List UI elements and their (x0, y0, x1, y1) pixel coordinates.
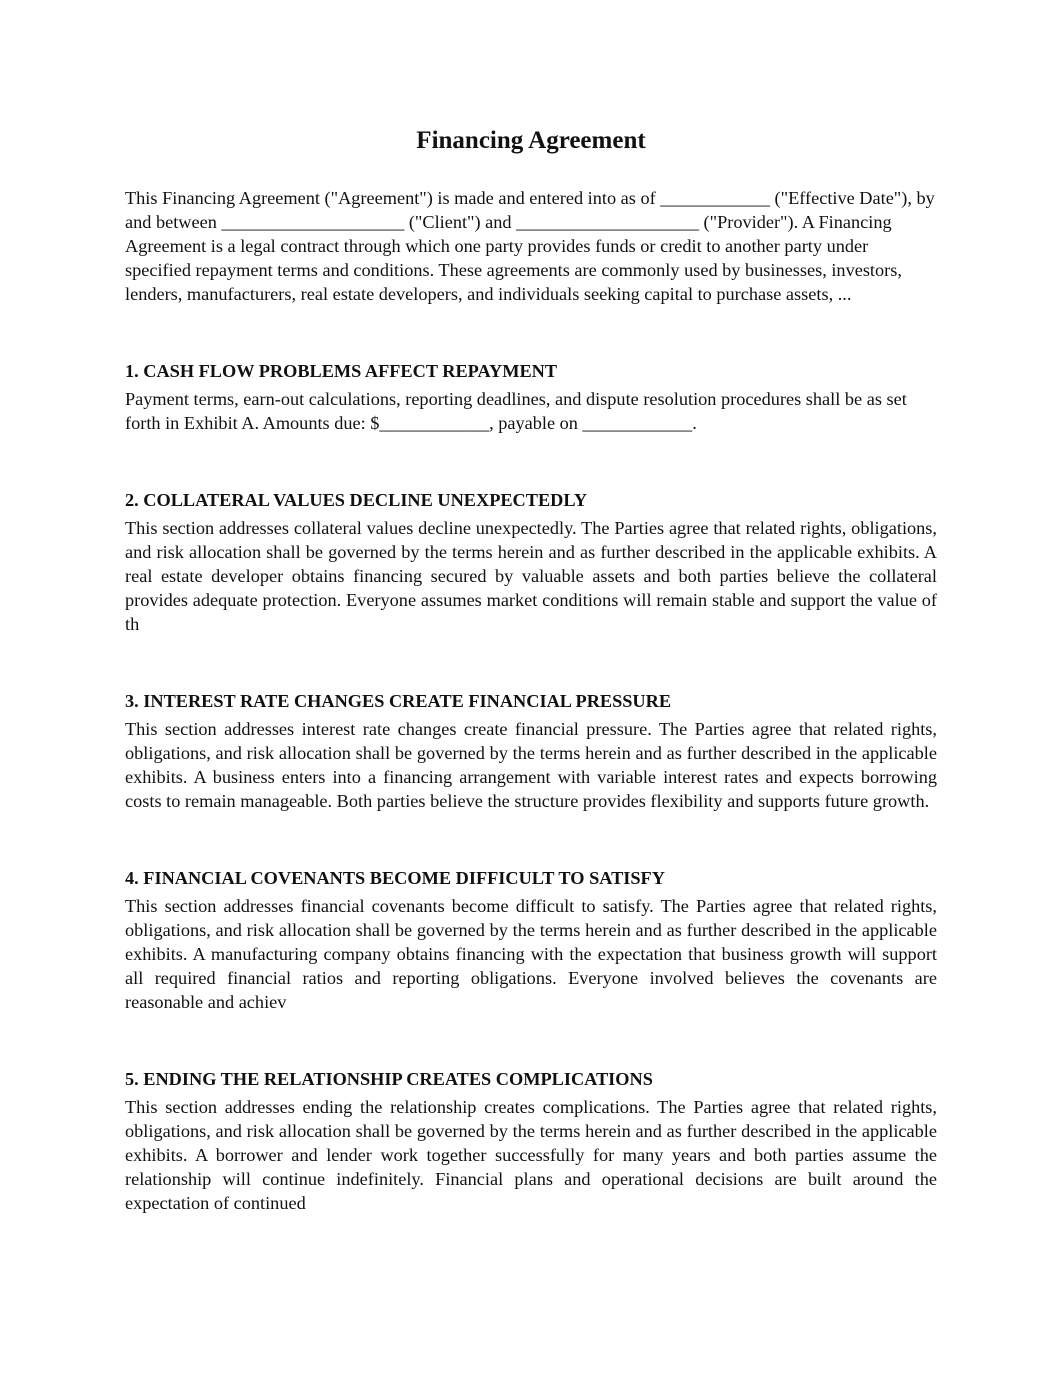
section-3 (125, 689, 937, 813)
intro-paragraph: This Financing Agreement ("Agreement") is made and entered into as of ____________ ("Effective Date"), by and between ____________________ ("Client") and ____________________ ("Provider"). A Financing Agreement is a legal contract through which one party provides funds or credit to another party under specified repayment terms and conditions. These agreements are commonly used by businesses, investors, lenders, manufacturers, real estate developers, and individuals seeking capital to purchase assets, ... (125, 188, 935, 304)
section-4 (125, 866, 937, 1014)
section-body: This section addresses financial covenants become difficult to satisfy. The Parties agree that related rights, obligations, and risk allocation shall be governed by the terms herein and as further described in the applicable exhibits. A manufacturing company obtains financing with the expectation that business growth will support all required financial ratios and reporting obligations. Everyone involved believes the covenants are reasonable and achiev (125, 896, 937, 1012)
document-title: Financing Agreement (416, 127, 646, 154)
section-body: This section addresses interest rate changes create financial pressure. The Parties agree that related rights, obligations, and risk allocation shall be governed by the terms herein and as further described in the applicable exhibits. A business enters into a financing arrangement with variable interest rates and expects borrowing costs to remain manageable. Both parties believe the structure provides flexibility and supports future growth. (125, 719, 937, 811)
section-5 (125, 1067, 937, 1215)
section-2 (125, 488, 937, 636)
section-1 (125, 359, 937, 435)
section-body: Payment terms, earn-out calculations, reporting deadlines, and dispute resolution procedures shall be as set forth in Exhibit A. Amounts due: $____________, payable on ____________. (125, 389, 907, 433)
document-page (125, 126, 937, 1215)
section-heading: 3. INTEREST RATE CHANGES CREATE FINANCIAL PRESSURE (125, 691, 672, 711)
section-heading: 1. CASH FLOW PROBLEMS AFFECT REPAYMENT (125, 361, 558, 381)
section-body: This section addresses collateral values decline unexpectedly. The Parties agree that related rights, obligations, and risk allocation shall be governed by the terms herein and as further described in the applicable exhibits. A real estate developer obtains financing secured by valuable assets and both parties believe the collateral provides adequate protection. Everyone assumes market conditions will remain stable and support the value of th (125, 518, 937, 634)
section-heading: 2. COLLATERAL VALUES DECLINE UNEXPECTEDLY (125, 490, 588, 510)
section-body: This section addresses ending the relationship creates complications. The Parties agree that related rights, obligations, and risk allocation shall be governed by the terms herein and as further described in the applicable exhibits. A borrower and lender work together successfully for many years and both parties assume the relationship will continue indefinitely. Financial plans and operational decisions are built around the expectation of continued (125, 1097, 937, 1213)
section-heading: 4. FINANCIAL COVENANTS BECOME DIFFICULT TO SATISFY (125, 868, 665, 888)
section-heading: 5. ENDING THE RELATIONSHIP CREATES COMPLICATIONS (125, 1069, 653, 1089)
